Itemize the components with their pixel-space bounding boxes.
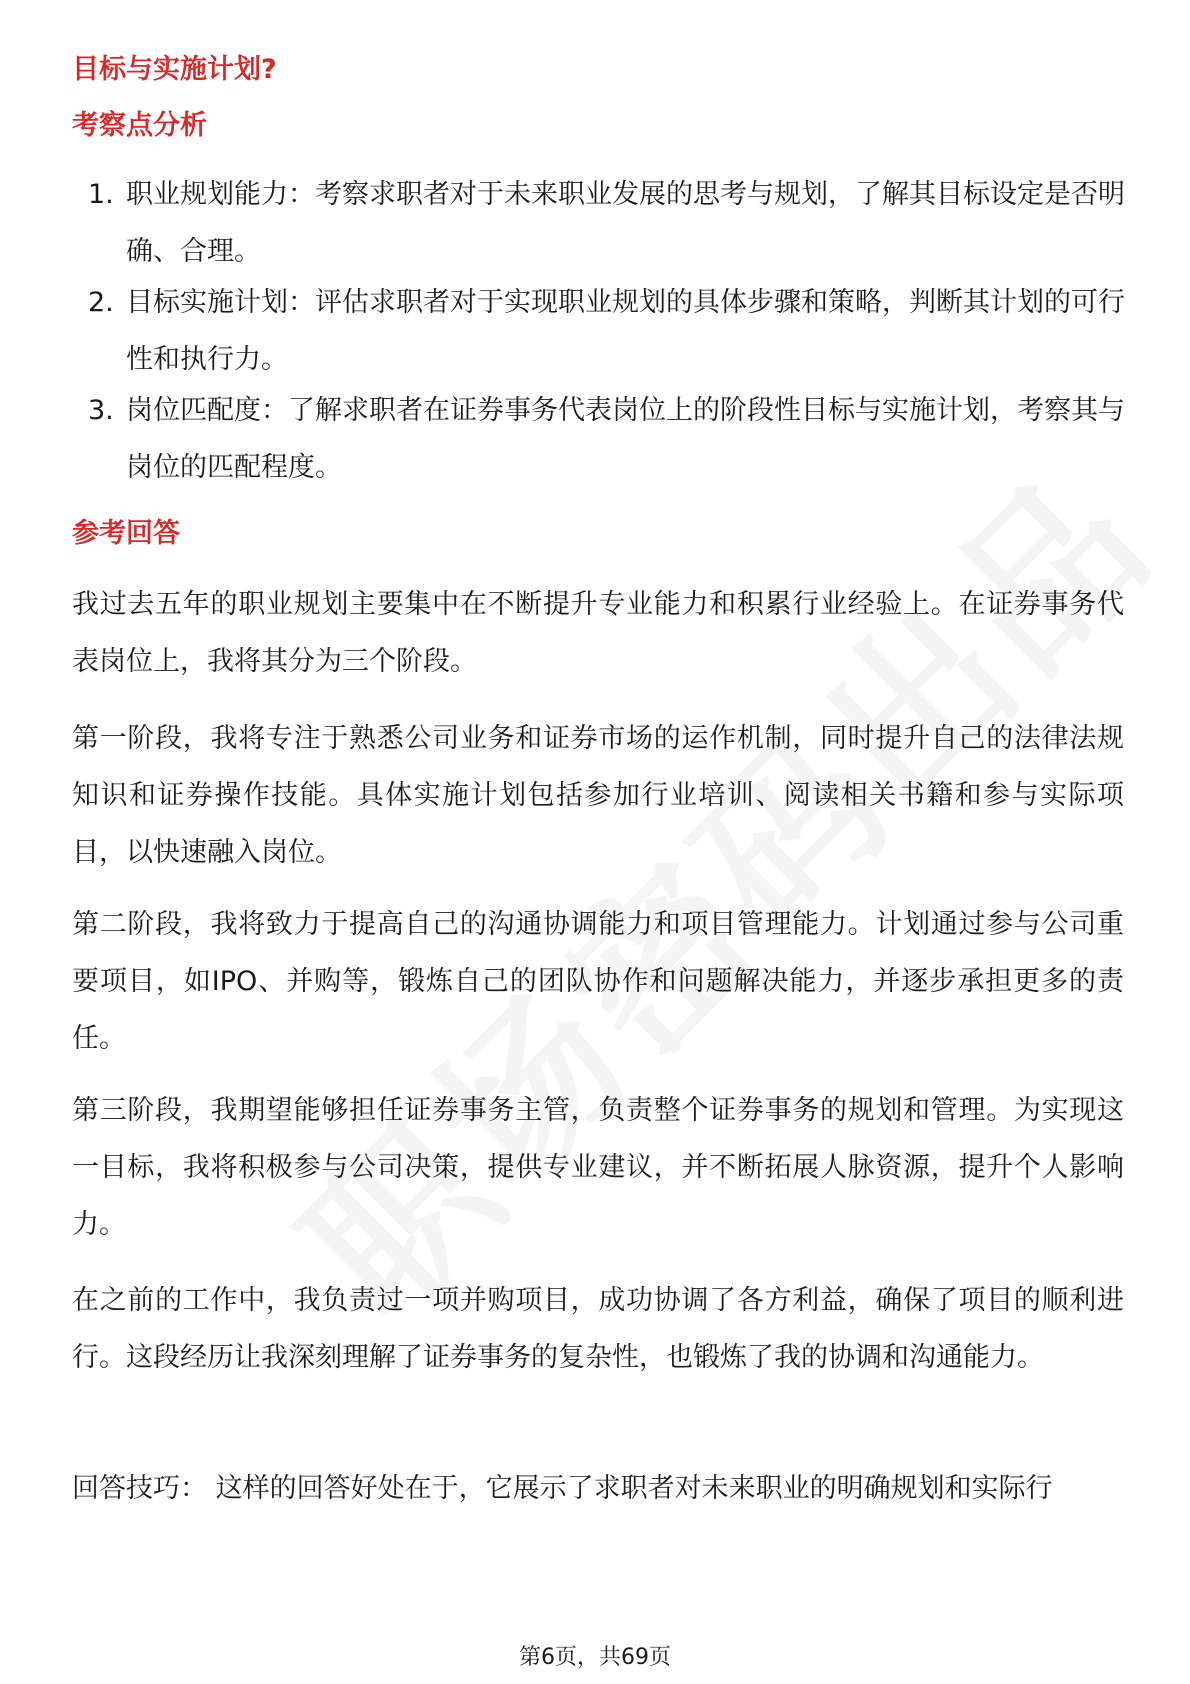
answer-paragraph: 第三阶段，我期望能够担任证券事务主管，负责整个证券事务的规划和管理。为实现这一目标，我将积极参与公司决策，提供专业建议，并不断拓展人脉资源，提升个人影响力。 <box>72 1095 1124 1240</box>
page-number-footer: 第6页，共69页 <box>519 1645 671 1670</box>
list-number: 3. <box>88 395 114 426</box>
answer-tips-paragraph: 回答技巧： 这样的回答好处在于，它展示了求职者对未来职业的明确规划和实际行 <box>72 1473 1053 1504</box>
answer-paragraph: 在之前的工作中，我负责过一项并购项目，成功协调了各方利益，确保了项目的顺利进行。这段经历让我深刻理解了证券事务的复杂性，也锻炼了我的协调和沟通能力。 <box>72 1285 1124 1373</box>
question-title: 目标与实施计划? <box>72 54 277 85</box>
analysis-heading: 考察点分析 <box>72 110 207 141</box>
list-text: 职业规划能力：考察求职者对于未来职业发展的思考与规划，了解其目标设定是否明确、合理。 <box>126 179 1125 267</box>
answer-paragraph: 第一阶段，我将专注于熟悉公司业务和证券市场的运作机制，同时提升自己的法律法规知识和证券操作技能。具体实施计划包括参加行业培训、阅读相关书籍和参与实际项目，以快速融入岗位。 <box>72 723 1124 868</box>
answer-paragraph: 我过去五年的职业规划主要集中在不断提升专业能力和积累行业经验上。在证券事务代表岗位上，我将其分为三个阶段。 <box>72 589 1124 677</box>
answer-paragraph: 第二阶段，我将致力于提高自己的沟通协调能力和项目管理能力。计划通过参与公司重要项目，如IPO、并购等，锻炼自己的团队协作和问题解决能力，并逐步承担更多的责任。 <box>72 909 1124 1054</box>
list-text: 目标实施计划：评估求职者对于实现职业规划的具体步骤和策略，判断其计划的可行性和执行力。 <box>126 287 1125 375</box>
answer-heading: 参考回答 <box>72 518 180 549</box>
list-text: 岗位匹配度：了解求职者在证券事务代表岗位上的阶段性目标与实施计划，考察其与岗位的匹配程度。 <box>126 395 1125 483</box>
list-number: 2. <box>88 287 114 318</box>
list-number: 1. <box>88 179 114 210</box>
